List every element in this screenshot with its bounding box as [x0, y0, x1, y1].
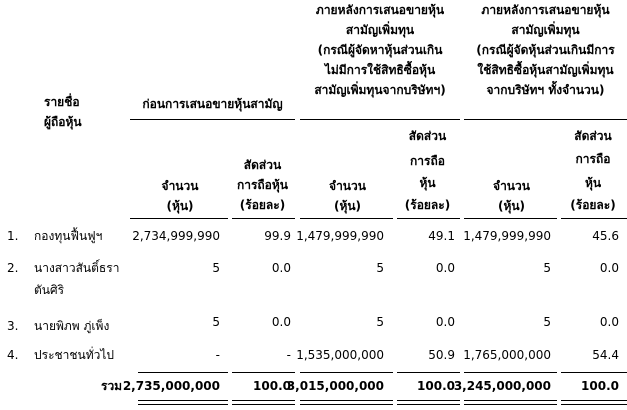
- subheader-after2-pct-line2: การถือ: [575, 152, 611, 166]
- row4-before-qty: -: [215, 348, 220, 362]
- subheader-after2-pct-line4: (ร้อยละ): [570, 198, 616, 212]
- rule-total-bottom-before-pct: [232, 400, 295, 405]
- subheader-before-pct-line1: สัดส่วน: [243, 158, 282, 172]
- rule-after1-pct: [397, 218, 460, 219]
- subheader-after1-pct-line2: การถือ: [410, 154, 445, 168]
- header-after1-line4: ไม่มีการใช้สิทธิซื้อหุ้น: [324, 63, 436, 77]
- header-before-group: ก่อนการเสนอขายหุ้นสามัญ: [142, 97, 283, 111]
- header-after1-line1: ภายหลังการเสนอขายหุ้น: [315, 3, 445, 17]
- row2-after2-pct: 0.0: [599, 261, 619, 275]
- subheader-after2-qty-line2: (หุ้น): [497, 199, 526, 213]
- subheader-after2-pct-line1: สัดส่วน: [574, 129, 612, 143]
- row3-after2-pct: 0.0: [599, 315, 619, 329]
- subheader-after1-pct-line4: (ร้อยละ): [404, 198, 451, 212]
- header-after2-line4: ใช้สิทธิซื้อหุ้นสามัญเพิ่มทุน: [477, 63, 614, 77]
- row3-no: 3.: [7, 319, 19, 333]
- subheader-after1-qty-line1: จำนวน: [329, 179, 366, 193]
- rule-after2-qty: [464, 218, 557, 219]
- total-after2-pct: 100.0: [581, 379, 619, 393]
- total-before-pct: 100.0: [253, 379, 291, 393]
- row4-no: 4.: [7, 348, 19, 362]
- rule-before-qty: [130, 218, 228, 219]
- subheader-before-pct-line2: การถือหุ้น: [236, 178, 289, 192]
- row2-before-qty: 5: [212, 261, 220, 275]
- row1-no: 1.: [7, 229, 19, 243]
- row4-after2-qty: 1,765,000,000: [463, 348, 551, 362]
- row1-before-pct: 99.9: [264, 229, 291, 243]
- row1-after2-qty: 1,479,999,990: [463, 229, 551, 243]
- header-after1-line3: (กรณีผู้จัดหาหุ้นส่วนเกิน: [317, 43, 443, 57]
- header-after2-line5: จากบริษัทฯ ทั้งจำนวน): [486, 83, 605, 97]
- row3-after2-qty: 5: [543, 315, 551, 329]
- total-after2-qty: 3,245,000,000: [453, 379, 551, 393]
- header-after1-line2: สามัญเพิ่มทุน: [345, 23, 415, 37]
- subheader-after1-qty-line2: (หุ้น): [333, 199, 362, 213]
- row4-after2-pct: 54.4: [592, 348, 619, 362]
- subheader-after2-qty-line1: จำนวน: [493, 179, 530, 193]
- subheader-before-qty-line2: (หุ้น): [166, 199, 194, 213]
- subheader-after2-pct-line3: หุ้น: [584, 176, 602, 190]
- row1-before-qty: 2,734,999,990: [132, 229, 220, 243]
- rule-after1-group: [300, 119, 460, 120]
- row3-name: นายพิภพ ภู่เพ็ง: [34, 319, 110, 333]
- row3-before-qty: 5: [212, 315, 220, 329]
- rule-after1-qty: [300, 218, 393, 219]
- rule-total-top-before-qty: [138, 372, 228, 373]
- row4-after1-pct: 50.9: [428, 348, 455, 362]
- row4-name: ประชาชนทั่วไป: [34, 348, 115, 362]
- rule-total-bottom-after2-pct: [561, 400, 627, 405]
- rule-total-top-after2-qty: [464, 372, 557, 373]
- header-holder-line2: ผู้ถือหุ้น: [44, 115, 82, 129]
- header-after2-line1: ภายหลังการเสนอขายหุ้น: [481, 3, 610, 17]
- row3-before-pct: 0.0: [271, 315, 291, 329]
- total-after1-pct: 100.0: [417, 379, 455, 393]
- rule-total-bottom-before-qty: [138, 400, 228, 405]
- subheader-after1-pct-line1: สัดส่วน: [408, 129, 447, 143]
- row2-no: 2.: [7, 261, 19, 275]
- rule-before-pct: [232, 218, 295, 219]
- row2-after1-pct: 0.0: [435, 261, 455, 275]
- rule-total-bottom-after2-qty: [464, 400, 557, 405]
- row1-name: กองทุนฟื้นฟูฯ: [34, 229, 103, 243]
- total-before-qty: 2,735,000,000: [122, 379, 220, 393]
- row1-after1-pct: 49.1: [428, 229, 455, 243]
- rule-total-bottom-after1-pct: [397, 400, 460, 405]
- header-after1-line5: สามัญเพิ่มทุนจากบริษัทฯ): [314, 83, 446, 97]
- row1-after2-pct: 45.6: [592, 229, 619, 243]
- rule-total-top-after1-qty: [300, 372, 393, 373]
- row4-after1-qty: 1,535,000,000: [296, 348, 384, 362]
- rule-after2-group: [464, 119, 627, 120]
- row3-after1-pct: 0.0: [435, 315, 455, 329]
- rule-total-top-after1-pct: [397, 372, 460, 373]
- header-holder-line1: รายชื่อ: [44, 95, 80, 109]
- row2-name-line2: ตันศิริ: [34, 283, 65, 297]
- row1-after1-qty: 1,479,999,990: [296, 229, 384, 243]
- row2-after2-qty: 5: [543, 261, 551, 275]
- subheader-after1-pct-line3: หุ้น: [419, 176, 436, 190]
- rule-total-top-after2-pct: [561, 372, 627, 373]
- rule-total-bottom-after1-qty: [300, 400, 393, 405]
- rule-after2-pct: [561, 218, 627, 219]
- row2-before-pct: 0.0: [271, 261, 291, 275]
- header-after2-line3: (กรณีผู้จัดหุ้นส่วนเกินมีการ: [476, 43, 615, 57]
- row3-after1-qty: 5: [376, 315, 384, 329]
- rule-total-top-before-pct: [232, 372, 295, 373]
- row2-after1-qty: 5: [376, 261, 384, 275]
- subheader-before-pct-line3: (ร้อยละ): [239, 198, 286, 212]
- subheader-before-qty-line1: จำนวน: [161, 179, 199, 193]
- total-after1-qty: 3,015,000,000: [286, 379, 384, 393]
- total-label: รวม: [101, 379, 123, 393]
- rule-before-group: [130, 119, 295, 120]
- row2-name-line1: นางสาวสันติ์ธรา: [34, 261, 120, 275]
- row4-before-pct: -: [286, 348, 291, 362]
- header-after2-line2: สามัญเพิ่มทุน: [511, 23, 580, 37]
